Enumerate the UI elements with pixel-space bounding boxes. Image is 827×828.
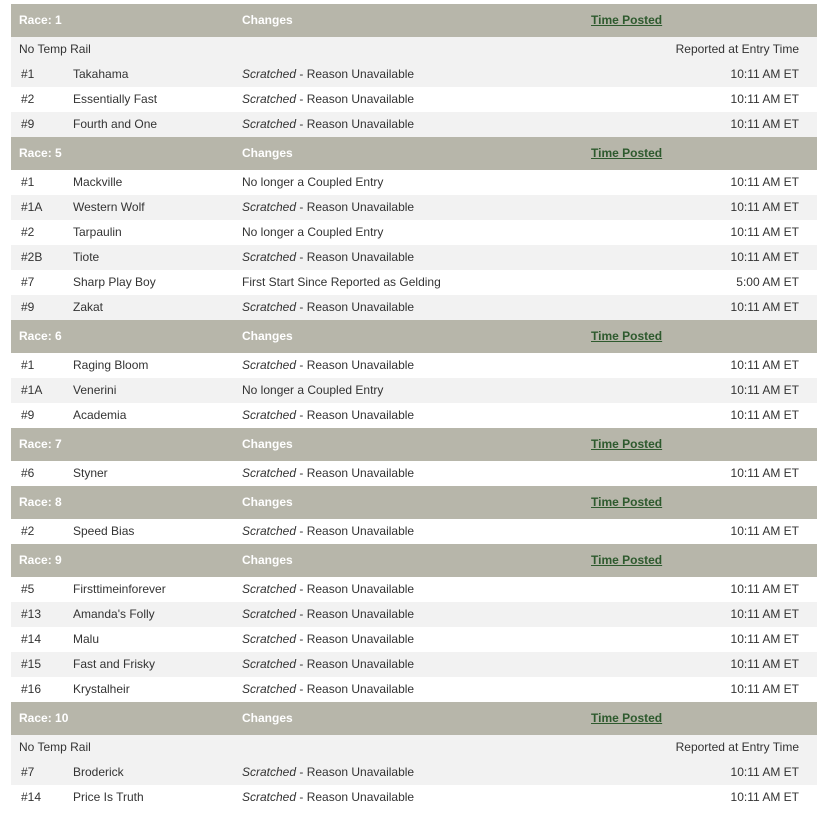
change-detail: - Reason Unavailable	[296, 765, 415, 779]
table-row	[11, 652, 817, 677]
change-detail: - Reason Unavailable	[296, 657, 415, 671]
horse-name: Fourth and One	[73, 117, 158, 131]
change-description	[242, 295, 414, 320]
change-description	[242, 62, 414, 87]
change-description	[242, 785, 414, 810]
horse-name: Amanda's Folly	[73, 607, 155, 621]
rail-note-text: No Temp Rail	[19, 42, 91, 56]
time-posted-link[interactable]: Time Posted	[591, 553, 663, 567]
program-number: #15	[21, 657, 42, 671]
program-number: #2B	[21, 250, 43, 264]
time-posted: 10:11 AM ET	[730, 92, 799, 106]
program-number: #14	[21, 790, 42, 804]
time-posted: 10:11 AM ET	[730, 225, 799, 239]
change-detail: - Reason Unavailable	[296, 466, 415, 480]
program-number: #13	[21, 607, 42, 621]
table-row	[11, 602, 817, 627]
change-status: Scratched	[242, 408, 297, 422]
change-status: Scratched	[242, 200, 297, 214]
race-header	[11, 486, 817, 519]
table-row	[11, 220, 817, 245]
change-detail: No longer a Coupled Entry	[242, 383, 384, 397]
program-number: #1	[21, 358, 35, 372]
rail-note-time: Reported at Entry Time	[675, 42, 799, 56]
race-section	[11, 486, 817, 544]
race-section	[11, 544, 817, 702]
horse-name: Krystalheir	[73, 682, 130, 696]
change-status: Scratched	[242, 67, 297, 81]
rail-note-text: No Temp Rail	[19, 740, 91, 754]
race-title: Race: 9	[19, 553, 62, 567]
time-posted-link[interactable]: Time Posted	[591, 711, 663, 725]
race-title: Race: 1	[19, 13, 62, 27]
changes-column-header: Changes	[242, 711, 293, 725]
time-posted: 10:11 AM ET	[730, 790, 799, 804]
time-posted: 10:11 AM ET	[730, 67, 799, 81]
time-posted: 10:11 AM ET	[730, 300, 799, 314]
change-detail: - Reason Unavailable	[296, 607, 415, 621]
change-description	[242, 760, 414, 785]
time-posted: 10:11 AM ET	[730, 765, 799, 779]
horse-name: Tarpaulin	[73, 225, 122, 239]
race-section	[11, 702, 817, 810]
change-detail: No longer a Coupled Entry	[242, 225, 384, 239]
change-detail: First Start Since Reported as Gelding	[242, 275, 441, 289]
program-number: #7	[21, 765, 35, 779]
program-number: #9	[21, 300, 35, 314]
program-number: #9	[21, 117, 35, 131]
time-posted: 10:11 AM ET	[730, 358, 799, 372]
program-number: #9	[21, 408, 35, 422]
table-row	[11, 62, 817, 87]
change-detail: - Reason Unavailable	[296, 790, 415, 804]
time-posted: 10:11 AM ET	[730, 383, 799, 397]
change-status: Scratched	[242, 632, 297, 646]
rail-note-row	[11, 735, 817, 760]
program-number: #5	[21, 582, 35, 596]
horse-name: Venerini	[73, 383, 117, 397]
change-detail: - Reason Unavailable	[296, 200, 415, 214]
time-posted: 10:11 AM ET	[730, 175, 799, 189]
change-description	[242, 87, 414, 112]
time-posted: 10:11 AM ET	[730, 582, 799, 596]
race-header	[11, 544, 817, 577]
race-section	[11, 428, 817, 486]
change-status: Scratched	[242, 582, 297, 596]
change-description	[242, 627, 414, 652]
rail-note-time: Reported at Entry Time	[675, 740, 799, 754]
change-detail: - Reason Unavailable	[296, 92, 415, 106]
program-number: #2	[21, 225, 35, 239]
changes-column-header: Changes	[242, 553, 293, 567]
time-posted: 10:11 AM ET	[730, 466, 799, 480]
change-description	[242, 519, 414, 544]
time-posted: 10:11 AM ET	[730, 117, 799, 131]
change-detail: - Reason Unavailable	[296, 524, 415, 538]
horse-name: Tiote	[73, 250, 100, 264]
time-posted: 10:11 AM ET	[730, 657, 799, 671]
table-row	[11, 403, 817, 428]
table-row	[11, 353, 817, 378]
change-status: Scratched	[242, 607, 297, 621]
change-description	[242, 461, 414, 486]
change-description	[242, 403, 414, 428]
table-row	[11, 112, 817, 137]
change-detail: - Reason Unavailable	[296, 117, 415, 131]
changes-column-header: Changes	[242, 495, 293, 509]
table-row	[11, 577, 817, 602]
changes-column-header: Changes	[242, 146, 293, 160]
change-status: Scratched	[242, 790, 297, 804]
race-section	[11, 4, 817, 137]
program-number: #16	[21, 682, 42, 696]
change-status: Scratched	[242, 117, 297, 131]
race-header	[11, 702, 817, 735]
change-description	[242, 245, 414, 270]
race-title: Race: 10	[19, 711, 69, 725]
table-row	[11, 87, 817, 112]
change-detail: No longer a Coupled Entry	[242, 175, 384, 189]
change-description	[242, 353, 414, 378]
race-header	[11, 4, 817, 37]
program-number: #6	[21, 466, 35, 480]
table-row	[11, 461, 817, 486]
time-posted: 10:11 AM ET	[730, 682, 799, 696]
horse-name: Sharp Play Boy	[73, 275, 156, 289]
table-row	[11, 170, 817, 195]
change-detail: - Reason Unavailable	[296, 632, 415, 646]
changes-column-header: Changes	[242, 329, 293, 343]
time-posted: 10:11 AM ET	[730, 408, 799, 422]
change-description	[242, 577, 414, 602]
change-description	[242, 378, 383, 403]
change-status: Scratched	[242, 524, 297, 538]
change-status: Scratched	[242, 358, 297, 372]
change-detail: - Reason Unavailable	[296, 682, 415, 696]
horse-name: Styner	[73, 466, 108, 480]
change-description	[242, 602, 414, 627]
change-detail: - Reason Unavailable	[296, 67, 415, 81]
program-number: #2	[21, 524, 35, 538]
time-posted: 10:11 AM ET	[730, 200, 799, 214]
change-detail: - Reason Unavailable	[296, 582, 415, 596]
table-row	[11, 295, 817, 320]
rail-note-row	[11, 37, 817, 62]
time-posted-link[interactable]: Time Posted	[591, 495, 663, 509]
changes-column-header: Changes	[242, 437, 293, 451]
table-row	[11, 245, 817, 270]
horse-name: Academia	[73, 408, 127, 422]
horse-name: Raging Bloom	[73, 358, 149, 372]
horse-name: Broderick	[73, 765, 124, 779]
race-header	[11, 137, 817, 170]
race-header	[11, 428, 817, 461]
table-row	[11, 378, 817, 403]
time-posted-link[interactable]: Time Posted	[591, 146, 663, 160]
horse-name: Western Wolf	[73, 200, 145, 214]
time-posted-link[interactable]: Time Posted	[591, 13, 663, 27]
race-title: Race: 6	[19, 329, 62, 343]
program-number: #1A	[21, 383, 43, 397]
time-posted: 10:11 AM ET	[730, 250, 799, 264]
table-row	[11, 760, 817, 785]
race-header	[11, 320, 817, 353]
change-detail: - Reason Unavailable	[296, 408, 415, 422]
change-description	[242, 170, 383, 195]
changes-column-header: Changes	[242, 13, 293, 27]
change-description	[242, 195, 414, 220]
change-description	[242, 270, 441, 295]
horse-name: Essentially Fast	[73, 92, 158, 106]
horse-name: Fast and Frisky	[73, 657, 156, 671]
program-number: #7	[21, 275, 35, 289]
time-posted-link[interactable]: Time Posted	[591, 437, 663, 451]
change-detail: - Reason Unavailable	[296, 250, 415, 264]
time-posted: 10:11 AM ET	[730, 524, 799, 538]
horse-name: Speed Bias	[73, 524, 135, 538]
horse-name: Takahama	[73, 67, 129, 81]
horse-name: Firsttimeinforever	[73, 582, 166, 596]
change-description	[242, 652, 414, 677]
table-row	[11, 519, 817, 544]
program-number: #1	[21, 67, 35, 81]
horse-name: Mackville	[73, 175, 123, 189]
change-description	[242, 220, 383, 245]
program-number: #1	[21, 175, 35, 189]
horse-name: Price Is Truth	[73, 790, 144, 804]
time-posted: 5:00 AM ET	[736, 275, 799, 289]
change-status: Scratched	[242, 657, 297, 671]
race-section	[11, 137, 817, 320]
change-status: Scratched	[242, 765, 297, 779]
change-description	[242, 677, 414, 702]
race-title: Race: 5	[19, 146, 62, 160]
table-row	[11, 195, 817, 220]
change-detail: - Reason Unavailable	[296, 300, 415, 314]
table-row	[11, 627, 817, 652]
change-status: Scratched	[242, 92, 297, 106]
race-title: Race: 8	[19, 495, 62, 509]
program-number: #2	[21, 92, 35, 106]
table-row	[11, 677, 817, 702]
change-detail: - Reason Unavailable	[296, 358, 415, 372]
time-posted-link[interactable]: Time Posted	[591, 329, 663, 343]
change-status: Scratched	[242, 300, 297, 314]
change-status: Scratched	[242, 466, 297, 480]
time-posted: 10:11 AM ET	[730, 632, 799, 646]
program-number: #14	[21, 632, 42, 646]
program-number: #1A	[21, 200, 43, 214]
change-description	[242, 112, 414, 137]
table-row	[11, 785, 817, 810]
race-changes-table	[11, 4, 817, 810]
change-status: Scratched	[242, 682, 297, 696]
horse-name: Malu	[73, 632, 100, 646]
change-status: Scratched	[242, 250, 297, 264]
time-posted: 10:11 AM ET	[730, 607, 799, 621]
horse-name: Zakat	[73, 300, 104, 314]
race-title: Race: 7	[19, 437, 62, 451]
race-section	[11, 320, 817, 428]
table-row	[11, 270, 817, 295]
